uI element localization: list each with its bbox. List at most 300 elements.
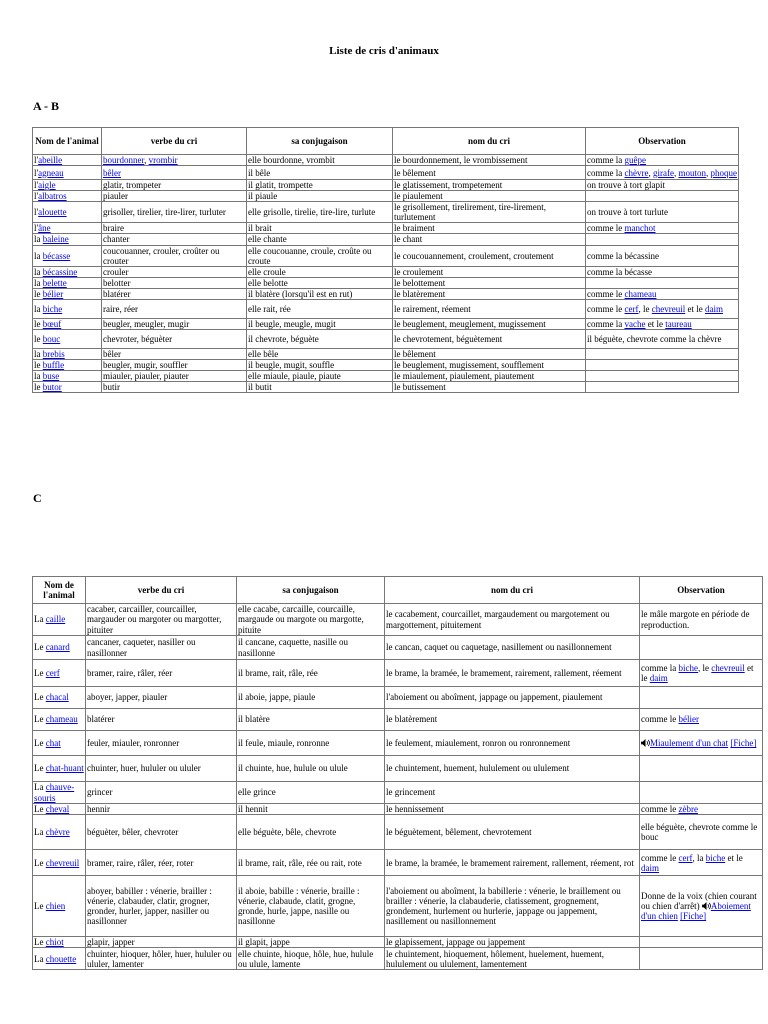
table-row <box>33 266 739 277</box>
animal-link[interactable]: abeille <box>38 155 63 165</box>
cell-text: chuinter, hioquer, hôler, huer, hululer ou ululer, lamenter <box>87 948 232 969</box>
animal-article: Le <box>34 642 46 653</box>
cell-link[interactable]: manchot <box>624 223 656 234</box>
verbe-cell <box>102 277 247 288</box>
verbe-cell <box>86 850 237 876</box>
header-nom-du-cri: nom du cri <box>393 128 586 155</box>
nom-du-cri-cell: le cacabement, courcaillet, margaudement ou margotement ou margottement, pituitement <box>385 604 640 636</box>
verbe-cell <box>102 266 247 277</box>
nom-du-cri-cell: le bêlement <box>393 166 586 180</box>
animal-link[interactable]: buse <box>42 371 60 382</box>
cell-text: chevroter, béguèter <box>103 333 173 344</box>
conjugaison-cell: il hennit <box>237 804 385 815</box>
cell-text: comme la <box>587 167 625 178</box>
animal-article: la <box>34 303 43 314</box>
conjugaison-cell: il feule, miaule, ronronne <box>237 731 385 756</box>
animal-link[interactable]: chien <box>45 901 66 912</box>
cell-text: , <box>144 155 149 165</box>
conjugaison-cell: elle grisolle, tirelie, tire-lire, turlute <box>247 202 393 223</box>
verbe-cell <box>86 815 237 850</box>
animal-link[interactable]: bécasse <box>42 250 71 261</box>
animal-link[interactable]: biche <box>42 303 63 314</box>
nom-du-cri-cell: le blatèrement <box>385 709 640 731</box>
verbe-cell <box>102 318 247 329</box>
cell-link[interactable]: biche <box>705 852 726 863</box>
verbe-cell <box>102 202 247 223</box>
verbe-cell <box>86 660 237 687</box>
table-row <box>33 636 763 660</box>
observation-cell <box>586 155 739 166</box>
cell-text: comme la <box>587 155 625 165</box>
verbe-cell <box>86 876 237 937</box>
conjugaison-cell: il blatère (lorsqu'il est en rut) <box>247 288 393 299</box>
animal-article: le <box>34 288 43 299</box>
nom-du-cri-cell: le miaulement, piaulement, piautement <box>393 371 586 382</box>
animal-article: la <box>34 277 43 288</box>
animal-article: l' <box>34 167 39 178</box>
cell-text: comme la bécasse <box>587 266 652 277</box>
cell-text: comme le <box>587 223 625 234</box>
nom-du-cri-cell: le beuglement, meuglement, mugissement <box>393 318 586 329</box>
cell-link[interactable]: chevreuil <box>651 303 686 314</box>
animal-cell <box>33 782 86 804</box>
nom-du-cri-cell: le glapissement, jappage ou jappement <box>385 937 640 948</box>
animal-link[interactable]: albatros <box>38 191 67 202</box>
animal-article: l' <box>34 207 39 218</box>
verbe-cell <box>102 180 247 191</box>
animal-cell <box>33 155 102 166</box>
animal-article: la <box>34 371 43 382</box>
nom-du-cri-cell: le glatissement, trompetement <box>393 180 586 191</box>
cell-text: comme le <box>641 852 679 863</box>
nom-du-cri-cell: le brame, la bramée, le bramement rairement, rallement, réement, rot <box>385 850 640 876</box>
cell-text: feuler, miauler, ronronner <box>87 737 180 748</box>
cell-text: bramer, raire, râler, réer <box>87 667 173 678</box>
conjugaison-cell: il beugle, mugit, souffle <box>247 360 393 371</box>
animal-link[interactable]: chat <box>45 737 61 748</box>
animal-cell <box>33 709 86 731</box>
animal-link[interactable]: chèvre <box>45 827 70 838</box>
cell-link[interactable]: zèbre <box>678 804 698 814</box>
verbe-cell <box>102 234 247 245</box>
cell-text: beugler, meugler, mugir <box>103 318 190 329</box>
animal-cell <box>33 731 86 756</box>
animal-cell <box>33 318 102 329</box>
observation-cell <box>640 815 763 850</box>
nom-du-cri-cell: le belottement <box>393 277 586 288</box>
conjugaison-cell: il piaule <box>247 191 393 202</box>
table-row <box>33 937 763 948</box>
observation-cell <box>640 687 763 709</box>
cell-link[interactable]: vrombir <box>148 155 178 165</box>
animal-article: le <box>34 318 43 329</box>
animal-cell <box>33 804 86 815</box>
observation-cell <box>640 709 763 731</box>
verbe-cell <box>86 948 237 970</box>
cell-link[interactable]: daim <box>649 673 668 683</box>
animal-article: La <box>34 782 46 793</box>
observation-cell <box>640 850 763 876</box>
animal-article: La <box>34 614 46 625</box>
conjugaison-cell: il glatit, trompette <box>247 180 393 191</box>
cell-text: on trouve à tort glapit <box>587 180 665 191</box>
cell-text: crouler <box>103 266 129 277</box>
observation-cell <box>640 937 763 948</box>
nom-du-cri-cell: le piaulement <box>393 191 586 202</box>
conjugaison-cell: il glapit, jappe <box>237 937 385 948</box>
animal-cell <box>33 815 86 850</box>
verbe-cell <box>102 155 247 166</box>
table-row <box>33 604 763 636</box>
animal-cell <box>33 636 86 660</box>
animal-link[interactable]: âne <box>38 223 51 234</box>
animal-link[interactable]: brebis <box>42 349 65 360</box>
cell-text: comme la <box>641 662 679 673</box>
table-row <box>33 731 763 756</box>
nom-du-cri-cell: le butissement <box>393 382 586 393</box>
cell-text: glapir, japper <box>87 937 135 948</box>
cell-text: braire <box>103 223 124 234</box>
conjugaison-cell: elle bêle <box>247 349 393 360</box>
verbe-cell <box>86 687 237 709</box>
animal-link[interactable]: chiot <box>45 937 64 948</box>
animal-article: Le <box>34 901 46 912</box>
cell-text: comme la <box>587 318 625 329</box>
animal-cell <box>33 937 86 948</box>
table-row <box>33 756 763 782</box>
animal-link[interactable]: bouc <box>42 333 61 344</box>
header-nom: Nom de l'animal <box>33 577 86 604</box>
animal-link[interactable]: bécassine <box>42 266 78 277</box>
cell-text: il béguète, chevrote comme la chèvre <box>587 333 722 344</box>
nom-du-cri-cell: le hennissement <box>385 804 640 815</box>
cell-text: grincer <box>87 787 113 798</box>
animal-article: le <box>34 360 43 371</box>
observation-cell <box>586 166 739 180</box>
animal-article: la <box>34 234 43 245</box>
verbe-cell <box>102 330 247 349</box>
header-nom: Nom de l'animal <box>33 128 102 155</box>
cell-link[interactable]: phoque <box>710 167 737 178</box>
cell-link[interactable]: daim <box>641 862 659 873</box>
conjugaison-cell: il bêle <box>247 166 393 180</box>
animal-link[interactable]: bœuf <box>42 318 62 329</box>
cell-text: , <box>673 167 679 178</box>
cell-text: hennir <box>87 804 110 814</box>
cell-text: aboyer, babiller : vénerie, brailler : vénerie, clabauder, clatir, grogner, gronder, hurler, japper, nasiller ou nasillonner <box>87 885 212 927</box>
nom-du-cri-cell: le cancan, caquet ou caquetage, nasillement ou nasillonnement <box>385 636 640 660</box>
animal-cell <box>33 277 102 288</box>
cell-link[interactable]: Aboiement d'un chien <box>641 901 751 922</box>
cell-text: cacaber, carcailler, courcailler, margauder ou margoter ou margotter, pituiter <box>87 604 222 635</box>
table-row <box>33 371 739 382</box>
animal-article: l' <box>34 155 39 165</box>
conjugaison-cell: il brait <box>247 223 393 234</box>
cell-text: on trouve à tort turlute <box>587 207 668 218</box>
animal-cell <box>33 202 102 223</box>
observation-cell <box>586 223 739 234</box>
cell-link[interactable]: mouton <box>678 167 706 178</box>
cell-link[interactable]: vache <box>624 318 646 329</box>
animal-cell <box>33 349 102 360</box>
verbe-cell <box>102 371 247 382</box>
animal-cell <box>33 234 102 245</box>
observation-cell <box>640 948 763 970</box>
cell-link[interactable]: cerf <box>624 303 639 314</box>
animal-link[interactable]: chat-huant <box>45 763 84 774</box>
animal-article: l' <box>34 223 39 234</box>
cell-text: comme le <box>587 288 625 299</box>
animal-article: Le <box>34 737 46 748</box>
conjugaison-cell: elle croule <box>247 266 393 277</box>
cell-link[interactable]: bélier <box>678 714 699 725</box>
cell-text: comme le <box>641 804 679 814</box>
observation-cell <box>586 191 739 202</box>
animal-cell <box>33 371 102 382</box>
cell-text: aboyer, japper, piauler <box>87 692 168 703</box>
header-observation: Observation <box>640 577 763 604</box>
observation-cell <box>586 202 739 223</box>
observation-cell <box>586 288 739 299</box>
animal-article: le <box>34 382 43 393</box>
verbe-cell <box>102 191 247 202</box>
table-row <box>33 202 739 223</box>
animal-cell <box>33 223 102 234</box>
cell-text: cancaner, caqueter, nasiller ou nasillonner <box>87 637 196 658</box>
header-verbe: verbe du cri <box>102 128 247 155</box>
cell-link[interactable]: bourdonner <box>103 155 145 165</box>
animal-link[interactable]: caille <box>45 614 66 625</box>
conjugaison-cell: il butit <box>247 382 393 393</box>
observation-cell <box>586 318 739 329</box>
animal-cell <box>33 180 102 191</box>
cell-text: chanter <box>103 234 130 245</box>
animal-cell <box>33 191 102 202</box>
animal-link[interactable]: chameau <box>45 714 78 725</box>
cell-text: et le <box>641 662 754 683</box>
table-row <box>33 687 763 709</box>
animal-link[interactable]: chacal <box>45 692 69 703</box>
observation-cell <box>586 349 739 360</box>
nom-du-cri-cell: l'aboiement ou aboîment, la babillerie : vénerie, le braillement ou brailler : vénerie, la clabauderie, clatissement, grognement, grondement, hurlement ou hurlerie, jappage ou jappement, nasillement ou nasillonnement <box>385 876 640 937</box>
cell-link[interactable]: [Fiche] <box>730 737 757 748</box>
animal-link[interactable]: chouette <box>45 953 77 964</box>
animal-article: Le <box>34 857 46 868</box>
nom-du-cri-cell: le braiment <box>393 223 586 234</box>
table-row <box>33 245 739 266</box>
cell-text: comme la bécassine <box>587 250 659 261</box>
cell-text: elle béguète, chevrote comme le bouc <box>641 822 758 843</box>
animal-article: La <box>34 953 46 964</box>
animal-link[interactable]: baleine <box>42 234 69 245</box>
observation-cell <box>640 756 763 782</box>
table-row <box>33 234 739 245</box>
cell-text: , <box>705 167 711 178</box>
verbe-cell <box>86 782 237 804</box>
verbe-cell <box>102 166 247 180</box>
animal-cell <box>33 948 86 970</box>
cell-link[interactable]: chevreuil <box>711 662 745 673</box>
conjugaison-cell: il aboie, babille : vénerie, braille : vénerie, clabaude, clatit, grogne, gronde, hurle, jappe, nasille ou nasillonne <box>237 876 385 937</box>
nom-du-cri-cell: le rairement, réement <box>393 299 586 318</box>
animal-article: Le <box>34 667 46 678</box>
animal-link[interactable]: chevreuil <box>45 857 80 868</box>
animal-cell <box>33 245 102 266</box>
animal-link[interactable]: belette <box>42 277 67 288</box>
verbe-cell <box>102 245 247 266</box>
header-conjugaison: sa conjugaison <box>247 128 393 155</box>
animal-cell <box>33 382 102 393</box>
cell-text: glatir, trompeter <box>103 180 162 191</box>
cries-table-a-b <box>32 127 739 393</box>
table-row <box>33 360 739 371</box>
conjugaison-cell: elle miaule, piaule, piaute <box>247 371 393 382</box>
cell-text: butir <box>103 382 120 393</box>
observation-cell <box>586 371 739 382</box>
cell-link[interactable]: girafe <box>652 167 674 178</box>
animal-link[interactable]: bélier <box>42 288 64 299</box>
animal-cell <box>33 756 86 782</box>
observation-cell <box>640 876 763 937</box>
animal-article: la <box>34 250 43 261</box>
cell-text: et le <box>645 318 666 329</box>
animal-link[interactable]: butor <box>42 382 62 393</box>
speaker-icon[interactable] <box>702 902 711 910</box>
cell-text: piauler <box>103 191 128 202</box>
table-row <box>33 782 763 804</box>
cell-text: , <box>648 167 653 178</box>
nom-du-cri-cell: le beuglement, mugissement, soufflement <box>393 360 586 371</box>
conjugaison-cell: il chuinte, hue, hulule ou ulule <box>237 756 385 782</box>
table-row <box>33 180 739 191</box>
cell-text: coucouanner, crouler, croûter ou crouter <box>103 245 220 266</box>
nom-du-cri-cell: le chuintement, huement, hululement ou ululement <box>385 756 640 782</box>
animal-link[interactable]: canard <box>45 642 70 653</box>
animal-cell <box>33 166 102 180</box>
animal-article: Le <box>34 804 46 814</box>
animal-link[interactable]: agneau <box>38 167 64 178</box>
animal-link[interactable]: buffle <box>42 360 65 371</box>
observation-cell <box>586 180 739 191</box>
verbe-cell <box>86 804 237 815</box>
verbe-cell <box>86 731 237 756</box>
observation-cell <box>586 299 739 318</box>
table-row <box>33 155 739 166</box>
cell-link[interactable]: taureau <box>665 318 692 329</box>
header-observation: Observation <box>586 128 739 155</box>
table-row <box>33 288 739 299</box>
conjugaison-cell: elle cacabe, carcaille, courcaille, margaude ou margote ou margotte, pituite <box>237 604 385 636</box>
conjugaison-cell: elle chante <box>247 234 393 245</box>
observation-cell <box>586 360 739 371</box>
animal-link[interactable]: aigle <box>38 180 56 191</box>
header-verbe: verbe du cri <box>86 577 237 604</box>
cell-text: Donne de la voix (chien courant ou chien d'arrêt) <box>641 890 757 912</box>
nom-du-cri-cell: le chant <box>393 234 586 245</box>
cell-link[interactable]: cerf <box>678 852 693 863</box>
verbe-cell <box>102 223 247 234</box>
cell-link[interactable]: guêpe <box>624 155 646 165</box>
animal-link[interactable]: cerf <box>45 667 60 678</box>
cell-link[interactable]: chameau <box>624 288 657 299</box>
conjugaison-cell: il brame, rait, râle, rée <box>237 660 385 687</box>
observation-cell <box>640 636 763 660</box>
animal-cell <box>33 360 102 371</box>
nom-du-cri-cell: le bêlement <box>393 349 586 360</box>
cell-link[interactable]: [Fiche] <box>680 911 707 922</box>
observation-cell <box>640 804 763 815</box>
table-row <box>33 382 739 393</box>
animal-article: le <box>34 333 43 344</box>
cell-text: et le <box>725 852 743 863</box>
table-row <box>33 660 763 687</box>
header-conjugaison: sa conjugaison <box>237 577 385 604</box>
table-row <box>33 709 763 731</box>
conjugaison-cell: elle chuinte, hioque, hôle, hue, hulule ou ulule, lamente <box>237 948 385 970</box>
animal-cell <box>33 850 86 876</box>
nom-du-cri-cell: le bourdonnement, le vrombissement <box>393 155 586 166</box>
conjugaison-cell: il beugle, meugle, mugit <box>247 318 393 329</box>
animal-article: l' <box>34 191 39 202</box>
cell-link[interactable]: daim <box>704 303 723 314</box>
animal-cell <box>33 604 86 636</box>
cell-text: grisoller, tirelier, tire-lirer, turluter <box>103 207 226 218</box>
nom-du-cri-cell: le coucouannement, croulement, croutement <box>393 245 586 266</box>
animal-cell <box>33 660 86 687</box>
table-row <box>33 299 739 318</box>
verbe-cell <box>86 756 237 782</box>
cell-link[interactable]: biche <box>678 662 698 673</box>
speaker-icon[interactable] <box>641 739 650 747</box>
conjugaison-cell: elle rait, rée <box>247 299 393 318</box>
animal-article: Le <box>34 692 46 703</box>
conjugaison-cell: elle coucouanne, croule, croûte ou croute <box>247 245 393 266</box>
verbe-cell <box>102 349 247 360</box>
animal-article: Le <box>34 763 46 774</box>
table-row <box>33 948 763 970</box>
animal-cell <box>33 299 102 318</box>
cell-link[interactable]: Miaulement d'un chat <box>650 737 729 748</box>
verbe-cell <box>86 709 237 731</box>
nom-du-cri-cell: le grisollement, tirelirement, tire-lirement, turlutement <box>393 202 586 223</box>
animal-cell <box>33 288 102 299</box>
cell-link[interactable]: chèvre <box>624 167 649 178</box>
observation-cell <box>586 245 739 266</box>
cell-text: , le <box>638 303 652 314</box>
cell-text: blatérer <box>103 288 131 299</box>
section-label-c: C <box>33 491 42 505</box>
observation-cell <box>586 234 739 245</box>
animal-link[interactable]: alouette <box>38 207 67 218</box>
animal-article: La <box>34 827 46 838</box>
nom-du-cri-cell: le croulement <box>393 266 586 277</box>
cell-text: blatérer <box>87 714 115 725</box>
conjugaison-cell: il blatère <box>237 709 385 731</box>
nom-du-cri-cell: le feulement, miaulement, ronron ou ronronnement <box>385 731 640 756</box>
nom-du-cri-cell: l'aboiement ou aboîment, jappage ou jappement, piaulement <box>385 687 640 709</box>
animal-link[interactable]: chauve-souris <box>34 782 75 803</box>
table-row <box>33 166 739 180</box>
cell-text: , la <box>692 852 706 863</box>
verbe-cell <box>102 382 247 393</box>
animal-link[interactable]: cheval <box>45 804 70 814</box>
observation-cell <box>586 277 739 288</box>
cell-link[interactable]: bêler <box>103 167 121 178</box>
animal-cell <box>33 876 86 937</box>
table-row <box>33 191 739 202</box>
observation-cell <box>640 731 763 756</box>
conjugaison-cell: elle belotte <box>247 277 393 288</box>
